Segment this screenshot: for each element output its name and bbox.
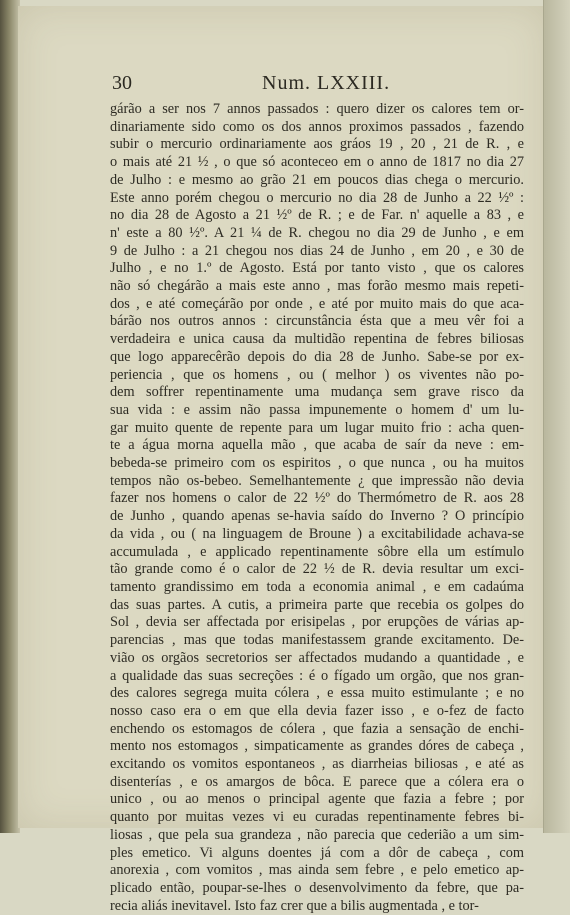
- text-line: liosas , que pela sua grandeza , não parecia que cederião a um sim-: [110, 826, 524, 843]
- text-line: recia aliás inevitavel. Isto faz crer que a bilis augmentada , e tor-: [110, 897, 479, 914]
- text-line: vião os orgãos secretorios ser affectados mudando a quantidade , e: [110, 649, 524, 666]
- text-line: verdadeira e unica causa da multidão repentina de febres biliosas: [110, 331, 524, 348]
- text-line: não só chegárão a mais este anno , mas forão mesmo mais repeti-: [110, 278, 524, 295]
- text-line: quanto por muitas vezes vi eu curadas repentinamente febres bi-: [110, 809, 524, 826]
- text-line: de Julho : e mesmo ao grão 21 em poucos dias chega o mercurio.: [110, 171, 524, 188]
- text-line: bebeda-se primeiro com os espiritos , o que nunca , ou ha muitos: [110, 455, 524, 472]
- text-line: que logo apparecêrão depois do dia 28 de Junho. Sabe-se por ex-: [110, 348, 524, 365]
- text-line: subir o mercurio ordinariamente aos gráos 19 , 20 , 21 de R. , e: [110, 136, 524, 153]
- text-line: dos , e até começárão por onde , e até por muito mais do que aca-: [110, 295, 524, 312]
- body-text: [110, 101, 524, 915]
- text-line: de Junho , quando apenas se-havia saído do Inverno ? O princípio: [110, 508, 524, 525]
- text-line: dinariamente sido como os dos annos proximos passados , fazendo: [110, 118, 524, 135]
- text-line: plicado então, poupar-se-lhes o desenvolvimento da febre, que pa-: [110, 879, 524, 896]
- text-line: anorexia , com vomitos , mas ainda sem febre , e pelo emetico ap-: [110, 862, 524, 879]
- text-line: mento nos estomagos , simpaticamente as grandes dóres de cabeça ,: [110, 738, 524, 755]
- page-number: 30: [112, 72, 132, 94]
- text-line: bárão nos outros annos : circunstância ésta que a meu vêr foi a: [110, 313, 524, 330]
- text-line: Este anno porém chegou o mercurio no dia 28 de Junho a 22 ½º :: [110, 189, 524, 206]
- text-line: no dia 28 de Agosto a 21 ½º de R. ; e de Far. n' aquelle a 83 , e: [110, 207, 524, 224]
- text-line: n' este a 80 ½º. A 21 ¼ de R. chegou no dia 29 de Junho , e em: [110, 224, 524, 241]
- text-line: accumulada , e applicado repentinamente sôbre ella um estímulo: [110, 543, 524, 560]
- text-line: dem soffrer repentinamente uma mudança sem grave risco da: [110, 384, 524, 401]
- text-line: gárão a ser nos 7 annos passados : quero dizer os calores tem or-: [110, 101, 524, 117]
- text-line: a qualidade das suas secreções : é o fígado um orgão, que nos gran-: [110, 667, 524, 684]
- text-line: o mais até 21 ½ , o que só aconteceo em o anno de 1817 no dia 27: [110, 154, 524, 171]
- text-line: ples emetico. Vi alguns doentes já com a dôr de cabeça , com: [110, 844, 524, 861]
- book-spine-shadow: [0, 0, 20, 833]
- issue-title: Num. LXXIII.: [262, 72, 391, 94]
- text-line: das suas partes. A cutis, a primeira parte que recebia os golpes do: [110, 596, 524, 613]
- text-line: gar muito quente de repente para um lugar muito frio : acha quen-: [110, 419, 524, 436]
- text-line: 9 de Julho : a 21 chegou nos dias 24 de Junho , em 20 , e 30 de: [110, 242, 524, 259]
- text-line: excitando os vomitos espontaneos , as diarrheias biliosas , e até as: [110, 756, 524, 773]
- text-line: tão grande como é o calor de 22 ½ de R. devia resultar um exci-: [110, 561, 524, 578]
- text-line: sua vida : e assim não passa impunemente o homem d' um lu-: [110, 401, 524, 418]
- text-line: disenterías , e os amargos de bôca. E parece que a cólera era o: [110, 773, 524, 790]
- text-line: des calores segrega muita cólera , e essa muito estimulante ; e no: [110, 685, 524, 702]
- page-edge: [543, 0, 570, 833]
- text-line: te a água morna aquella mão , que acaba de saír da neve : em-: [110, 437, 524, 454]
- text-line: tamento grandissimo em toda a economia animal , e em cadaúma: [110, 578, 524, 595]
- running-header: [112, 72, 484, 96]
- text-line: da vida , ou ( na linguagem de Broune ) a excitabilidade achava-se: [110, 525, 524, 542]
- text-line: enchendo os estomagos de cólera , que fazia a sensação de enchi-: [110, 720, 524, 737]
- text-line: Sol , devia ser affectada por erisipelas , por erupções de várias ap-: [110, 614, 524, 631]
- text-line: nosso caso era o em que ella devia fazer isso , e o-fez de facto: [110, 702, 524, 719]
- text-line: Julho , e no 1.º de Agosto. Está por tanto visto , que os calores: [110, 260, 524, 277]
- text-line: unico , ou ao menos o principal agente que fazia a febre ; por: [110, 791, 524, 808]
- text-line: tempos não os-bebeo. Semelhantemente ¿ que impressão não devia: [110, 472, 524, 489]
- text-line: periencia , que os homens , ou ( melhor ) os viventes não po-: [110, 366, 524, 383]
- text-line: parencias , mas que todas manifestassem grande excitamento. De-: [110, 632, 524, 649]
- text-line: fazer nos homens o calor de 22 ½º do Thermómetro de R. aos 28: [110, 490, 524, 507]
